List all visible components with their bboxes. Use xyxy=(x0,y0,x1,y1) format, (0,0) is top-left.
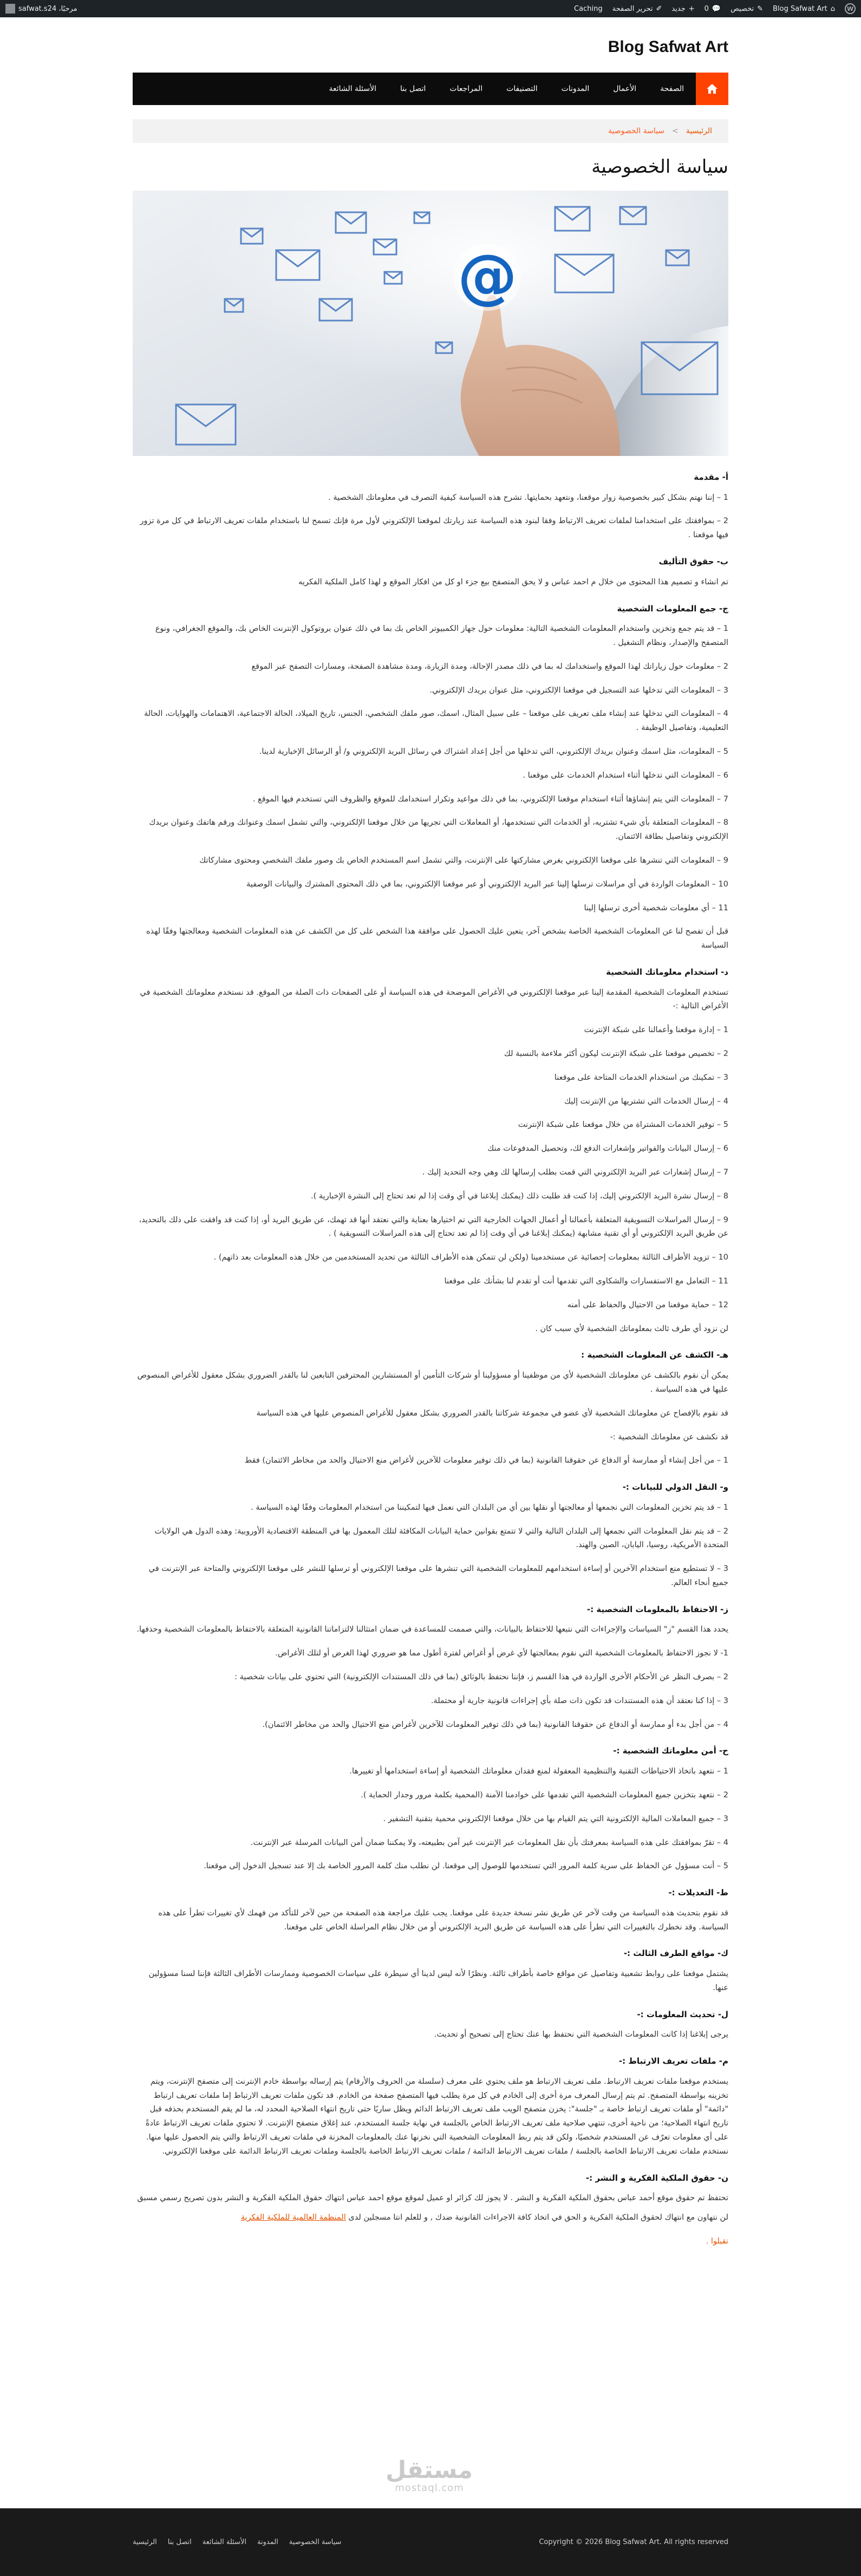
section-disclosure xyxy=(133,1348,728,1468)
paragraph: 2 – قد يتم نقل المعلومات التي نجمعها إلى البلدان التالية والتي لا تتمتع بقوانين حماية البيانات المكافئة لتلك المعمول بها في المنطقة الاقتصادية الأوروبية: وهذه الدول هي الولايات المتحدة الأمريكية، روسيا، اليابان، الصين والهند. xyxy=(154,1527,728,1550)
paragraph: 8 – إرسال نشرة البريد الإلكتروني إليك، إذا كنت قد طلبت ذلك (يمكنك إبلاغنا في أي وقت إذا لم تعد تحتاج إلى النشرة الإخبارية ). xyxy=(311,1191,728,1201)
section-heading: ب- حقوق التأليف xyxy=(658,557,728,567)
closing-text: تقبلوا . xyxy=(706,2236,728,2246)
section-introduction xyxy=(133,470,728,543)
section-heading: م- ملفات تعريف الارتباط :- xyxy=(618,2056,728,2066)
section-intellectual-property xyxy=(133,2171,728,2249)
paragraph: تحتفظ تم حقوق موقع أحمد عباس بحقوق الملكية الفكرية و النشر . لا يجوز لك كزائر او عميل لموقع موقع احمد عباس انتهاك حقوق الملكية الفكرية و النشر بدون تصريح رسمي مسبق xyxy=(137,2194,728,2203)
site-header xyxy=(133,35,728,67)
paragraph: 1 – قد يتم تخزين المعلومات التي نجمعها أو معالجتها أو نقلها بين أي من البلدان التي نعمل فيها لتمكيننا من استخدام المعلومات وفقًا لهذه السياسة . xyxy=(251,1503,728,1512)
section-security xyxy=(133,1744,728,1874)
paragraph: 2 – بموافقتك على استخدامنا لملفات تعريف الارتباط وفقا لبنود هذه السياسة عند زيارتك لموقعنا الإلكتروني لأول مرة فإنك تسمح لنا باستخدام ملفات تعريف الارتباط في كل مرة تزور فيها موقعنا . xyxy=(140,517,728,540)
paragraph: 7 – إرسال إشعارات عبر البريد الإلكتروني التي قمت بطلب إرسالها لك وهي وجه التحديد إليك . xyxy=(422,1168,728,1177)
paragraph: 3 – لا تستطيع منع استخدام الآخرين أو إساءة استخدامهم للمعلومات الشخصية التي تنشرها على موقعنا الإلكتروني أو ترسلها للنشر على موقعنا الإلكتروني والمتاحة عبر الإنترنت في جميع أنحاء العالم. xyxy=(148,1564,728,1587)
paragraph: 1 – إدارة موقعنا وأعمالنا على شبكة الإنترنت xyxy=(584,1026,728,1035)
section-retention xyxy=(133,1602,728,1732)
nav-item-blogs[interactable]: المدونات xyxy=(561,84,590,93)
section-heading: ن- حقوق الملكية الفكرية و النشر :- xyxy=(585,2173,728,2183)
main-navigation xyxy=(133,73,728,105)
section-heading: ل- تحديث المعلومات :- xyxy=(637,2009,728,2019)
envelope-icon xyxy=(555,255,614,292)
plus-icon: + xyxy=(688,4,695,13)
section-amendments xyxy=(133,1886,728,1934)
paragraph: 11 – أي معلومات شخصية أخرى ترسلها إلينا xyxy=(584,903,728,912)
nav-item-faq[interactable]: الأسئلة الشائعة xyxy=(329,84,377,93)
admin-bar-left xyxy=(5,4,77,14)
paragraph: 4 – إرسال الخدمات التي تشتريها من الإنترنت إليك xyxy=(564,1097,728,1106)
envelope-icon xyxy=(176,405,236,445)
nav-item-works[interactable]: الأعمال xyxy=(613,84,637,93)
admin-new[interactable]: + جديد xyxy=(671,4,695,13)
section-heading: د- استخدام معلوماتك الشخصية xyxy=(606,967,728,977)
paragraph: 5 – المعلومات، مثل اسمك وعنوان بريدك الإلكتروني، التي تدخلها من أجل إعداد اشتراك في رسائل البريد الإلكتروني و/ أو الرسائل الإخبارية لدينا. xyxy=(259,747,728,757)
section-collect-info xyxy=(133,602,728,953)
paragraph: 1 – إننا نهتم بشكل كبير بخصوصية زوار موقعنا، ونتعهد بحمايتها. تشرح هذه السياسة كيفية التصرف في معلوماتك الشخصية . xyxy=(328,493,728,502)
paragraph: 2 – نتعهد بتخزين جميع المعلومات الشخصية التي تقدمها على خوادمنا الآمنة (المحمية بكلمة مرور وجدار الحماية ). xyxy=(361,1790,728,1799)
section-cookies xyxy=(133,2054,728,2158)
section-international-transfer xyxy=(133,1480,728,1590)
footer-inner xyxy=(133,2508,728,2576)
section-heading: ج- جمع المعلومات الشخصية xyxy=(617,603,728,614)
paragraph: يمكن أن نقوم بالكشف عن معلوماتك الشخصية لأي من موظفينا أو مسؤولينا أو شركات التأمين أو المستشارين المحترفين التابعين لنا بالقدر الضروري بشكل معقول للأغراض المنصوص عليها في هذه السياسة . xyxy=(137,1371,728,1394)
admin-edit-page[interactable]: ✐ تحرير الصفحة xyxy=(612,4,662,13)
paragraph: يستخدم موقعنا ملفات تعريف الارتباط. ملف تعريف الارتباط هو ملف يحتوي على معرف (سلسلة من الحروف والأرقام) يتم إرساله بواسطة خادم الإنترنت إلى متصفح الإنترنت، ويتم تخزينه بواسطة المتصفح. ثم يتم إرسال المعرف مرة أخرى إلى الخادم في كل مرة يطلب فيها المتصفح صفحة من الخادم. قد تكون ملفات تعريف الارتباط إما ملفات تعريف ارتباط "دائمة" أو ملفات تعريف ارتباط خاصة بـ "جلسة": يخزن متصفح الويب ملف تعريف الارتباط الدائم ويظل ساريًا حتى تاريخ انتهاء الصلاحية المحدد له، ما لم يقم المستخدم بحذفه قبل تاريخ انتهاء الصلاحية؛ من ناحية أخرى، تنتهي صلاحية ملف تعريف الارتباط الخاص بالجلسة في نهاية جلسة المستخدم، عند إغلاق متصفح الإنترنت. لا تحتوي ملفات تعريف الارتباط عادةً على أي معلومات تعرّف عن المستخدم شخصيًا، ولكن قد يتم ربط المعلومات الشخصية التي نخزنها عنك بالمعلومات المخزنة في ملفات تعريف الارتباط والتي يتم الحصول عليها منها. نستخدم ملفات تعريف الارتباط الخاصة بالجلسة / ملفات تعريف الارتباط الدائمة / ملفات تعريف الارتباط الخاصة بالجلسة وملفات تعريف الارتباط الدائمة على موقعنا الإلكتروني. xyxy=(145,2077,728,2156)
breadcrumb-home[interactable]: الرئيسية xyxy=(686,127,712,135)
section-heading: و- النقل الدولي للبيانات :- xyxy=(622,1482,728,1492)
comment-icon: 💬 xyxy=(712,4,721,13)
section-heading: هـ- الكشف عن المعلومات الشخصية : xyxy=(581,1350,728,1360)
footer-link-blog[interactable]: المدونة xyxy=(257,2538,278,2546)
section-heading: ز- الاحتفاظ بالمعلومات الشخصية :- xyxy=(586,1604,728,1614)
home-icon: ⌂ xyxy=(830,4,835,13)
section-heading: ط- التعديلات :- xyxy=(668,1888,728,1898)
paragraph: 1 – قد يتم جمع وتخزين واستخدام المعلومات الشخصية التالية: معلومات حول جهاز الكمبيوتر الخاص بك بما في ذلك عنوان بروتوكول الإنترنت الخاص بك، والموقع الجغرافي، ونوع المتصفح والإصدار، ونظام التشغيل . xyxy=(155,624,728,648)
paragraph: 1 – نتعهد باتخاذ الاحتياطات التقنية والتنظيمية المعقولة لمنع فقدان معلوماتك الشخصية أو إساءة استخدامها أو تغييرها. xyxy=(349,1767,728,1776)
admin-wp-logo[interactable] xyxy=(845,3,856,14)
paragraph: 1 – من أجل إنشاء أو ممارسة أو الدفاع عن حقوقنا القانونية (بما في ذلك توفير معلومات للآخرين لأغراض منع الاحتيال والحد من مخاطر الائتمان) فقط xyxy=(244,1456,728,1465)
page-title: سياسة الخصوصية xyxy=(591,156,728,178)
paragraph: 6 – إرسال البيانات والفواتير وإشعارات الدفع لك، وتحصيل المدفوعات منك xyxy=(487,1144,728,1153)
paragraph: 4 – المعلومات التي تدخلها عند إنشاء ملف تعريف على موقعنا – على سبيل المثال، اسمك، صور ملفك الشخصي، الجنس، تاريخ الميلاد، الحالة الاجتماعية، الاهتمامات والهوايات، الحالة التعليمية، وتفاصيل الوظيفة . xyxy=(144,709,728,733)
paragraph: 11 – التعامل مع الاستفسارات والشكاوى التي تقدمها أنت أو تقدم لنا بشأنك على موقعنا xyxy=(444,1277,728,1286)
nav-menu xyxy=(317,73,696,105)
section-heading: ح- أمن معلوماتك الشخصية :- xyxy=(613,1746,728,1756)
nav-home-button[interactable] xyxy=(696,73,728,105)
paragraph: 9 – المعلومات التي تنشرها على موقعنا الإلكتروني بغرض مشاركتها على الإنترنت، والتي تشمل اسم المستخدم الخاص بك وصور ملفك الشخصي ومحتوى مشاركاتك xyxy=(199,856,728,865)
footer-link-privacy[interactable]: سياسة الخصوصية xyxy=(289,2538,342,2546)
paragraph: 8 – المعلومات المتعلقة بأي شيء تشتريه، أو الخدمات التي تستخدمها، أو المعاملات التي تجريها من خلال موقعنا الإلكتروني، والتي تشمل اسمك وعنوانك ورقم هاتفك وعنوان بريدك الإلكتروني وتفاصيل بطاقة الائتمان. xyxy=(149,818,728,842)
admin-site-name[interactable]: ⌂ Blog Safwat Art xyxy=(773,4,835,13)
admin-bar-right xyxy=(574,3,856,14)
breadcrumb-separator: > xyxy=(672,127,679,135)
envelope-icon xyxy=(276,250,319,280)
paragraph: 3 – تمكينك من استخدام الخدمات المتاحة على موقعنا xyxy=(554,1073,728,1082)
section-updating-info xyxy=(133,2007,728,2042)
at-sign-icon xyxy=(454,242,521,311)
paragraph: 3 – المعلومات التي تدخلها عند التسجيل في موقعنا الإلكتروني، مثل عنوان بريدك الإلكتروني. xyxy=(429,686,728,695)
section-copyright xyxy=(133,555,728,589)
section-heading: أ- مقدمة xyxy=(694,472,728,482)
paragraph: 2 – تخصيص موقعنا على شبكة الإنترنت ليكون أكثر ملاءمة بالنسبة لك xyxy=(504,1049,728,1059)
paragraph: يرجى إبلاغنا إذا كانت المعلومات الشخصية التي نحتفظ بها عنك تحتاج إلى تصحيح أو تحديث. xyxy=(434,2030,728,2039)
admin-comments[interactable]: 💬 0 xyxy=(704,4,721,13)
privacy-article xyxy=(133,470,728,2261)
nav-item-page[interactable]: الصفحة xyxy=(660,84,684,93)
pencil-icon: ✐ xyxy=(656,4,662,13)
home-icon xyxy=(706,83,718,94)
paragraph: يشتمل موقعنا على روابط تشعبية وتفاصيل عن مواقع خاصة بأطراف ثالثة. ونظرًا لأنه ليس لدينا أي سيطرة على سياسات الخصوصية وممارسات الأطراف الثالثة فإننا لسنا مسؤولين عنها. xyxy=(148,1970,728,1992)
hero-image xyxy=(133,191,728,456)
paragraph: تم انشاء و تصميم هذا المحتوى من خلال م احمد عباس و لا يحق المتصفح بيع جزء او كل من افكار الموقع و لهذا كامل الملكية الفكريه xyxy=(298,577,728,586)
footer-menu xyxy=(133,2538,341,2546)
svg-text:@: @ xyxy=(458,242,517,311)
nav-item-categories[interactable]: التصنيفات xyxy=(506,84,538,93)
paragraph: 7 – المعلومات التي يتم إنشاؤها أثناء استخدام موقعنا الإلكتروني، بما في ذلك مواعيد وتكرار استخدامك للموقع والظروف التي تستخدم فيها الموقع . xyxy=(252,794,728,804)
brush-icon: ✎ xyxy=(757,4,764,13)
footer-copyright: Copyright © 2026 Blog Safwat Art. All rights reserved xyxy=(539,2538,728,2546)
site-title[interactable]: Blog Safwat Art xyxy=(608,38,728,56)
admin-caching[interactable]: Caching xyxy=(574,4,603,13)
footer-link-faq[interactable]: الأسئلة الشائعة xyxy=(202,2538,247,2546)
paragraph: 4 – من أجل بدء أو ممارسة أو الدفاع عن حقوقنا القانونية (بما في ذلك توفير المعلومات للآخرين لأغراض منع الاحتيال والحد من مخاطر الائتمان). xyxy=(262,1720,728,1729)
paragraph: 4 – تقرّ بموافقتك على هذه السياسة بمعرفتك بأن نقل المعلومات عبر الإنترنت غير آمن بطبيعته، ولا يمكننا ضمان أمن البيانات المرسلة عبر الإنترنت. xyxy=(250,1838,728,1847)
footer-link-home[interactable]: الرئيسية xyxy=(133,2538,157,2546)
breadcrumb xyxy=(133,119,728,143)
paragraph: يحدد هذا القسم "ز" السياسات والإجراءات التي نتبعها للاحتفاظ بالبيانات، والتي صممت للمساعدة في ضمان امتثالنا لالتزاماتنا القانونية المتعلقة بالاحتفاظ بالمعلومات الشخصية وحذفها. xyxy=(136,1625,728,1634)
paragraph: قبل أن تفصح لنا عن المعلومات الشخصية الخاصة بشخص آخر، يتعين عليك الحصول على موافقة هذا الشخص على كل من الكشف عن هذه المعلومات الشخصية ومعالجتها وفقًا لهذه السياسة xyxy=(146,927,728,950)
site-footer xyxy=(0,2508,861,2576)
section-heading: ك- مواقع الطرف الثالث :- xyxy=(623,1948,728,1959)
paragraph: 6 – المعلومات التي تدخلها أثناء استخدام الخدمات على موقعنا . xyxy=(523,771,728,780)
paragraph: 5 – توفير الخدمات المشتراة من خلال موقعنا على شبكة الإنترنت xyxy=(518,1120,728,1130)
wipo-link[interactable]: المنظمة العالمية للملكية الفكرية xyxy=(240,2213,346,2222)
paragraph: 1- لا نجوز الاحتفاظ بالمعلومات الشخصية التي نقوم بمعالجتها لأي غرض أو أغراض لفترة أطول مما هو ضروري لهذا الغرض أو لتلك الأغراض. xyxy=(275,1649,728,1658)
paragraph-text: لن نتهاون مع انتهاك لحقوق الملكية الفكرية و الحق في اتخاذ كافة الاجراءات القانونية ضدك , و للعلم انتا مسجلين لدى xyxy=(348,2213,728,2222)
breadcrumb-current: سياسة الخصوصية xyxy=(608,127,665,135)
section-use-info xyxy=(133,965,728,1336)
paragraph: 2 – بصرف النظر عن الأحكام الأخرى الواردة في هذا القسم ز، فإننا نحتفظ بالوثائق (بما في ذلك المستندات الإلكترونية) التي تحتوي على بيانات شخصية : xyxy=(234,1673,728,1682)
paragraph: 3 – جميع المعاملات المالية الإلكترونية التي يتم القيام بها من خلال موقعنا الإلكتروني محمية بتقنية التشفير . xyxy=(383,1814,728,1823)
nav-item-reviews[interactable]: المراجعات xyxy=(449,84,483,93)
paragraph: تستخدم المعلومات الشخصية المقدمة إلينا عبر موقعنا الإلكتروني في الأغراض الموضحة في هذه السياسة أو على الصفحات ذات الصلة من الموقع. قد نستخدم معلوماتك الشخصية في الأغراض التالية :- xyxy=(140,988,728,1011)
paragraph: 10 – تزويد الأطراف الثالثة بمعلومات إحصائية عن مستخدمينا (ولكن لن تتمكن هذه الأطراف الثالثة من تحديد المستخدمين من خلال هذه المعلومات بعد ذاتهم) . xyxy=(213,1253,728,1262)
paragraph: قد نقوم بالإفصاح عن معلوماتك الشخصية لأي عضو في مجموعة شركاتنا بالقدر الضروري بشكل معقول للأغراض المنصوص عليها في هذه السياسة xyxy=(256,1408,728,1418)
mostaql-watermark xyxy=(386,2458,473,2494)
footer-link-contact[interactable]: اتصل بنا xyxy=(167,2538,192,2546)
envelope-icon xyxy=(642,342,718,394)
admin-customize[interactable]: ✎ تخصيص xyxy=(730,4,764,13)
wordpress-icon: W xyxy=(845,3,856,14)
paragraph: قد نقوم بتحديث هذه السياسة من وقت لآخر عن طريق نشر نسخة جديدة على موقعنا. يجب عليك مراجعة هذه الصفحة من حين لآخر للتأكد من فهمك لأي تغييرات تطرأ على هذه السياسة. وقد نخطرك بالتغييرات التي تطرأ على هذه السياسة عن طريق البريد الإلكتروني أو من خلال نظام المراسلة الخاص على موقعنا. xyxy=(158,1908,728,1932)
admin-account[interactable]: مرحبًا، safwat.s24 xyxy=(5,4,77,14)
watermark-logo: مستقل xyxy=(386,2456,473,2484)
admin-bar xyxy=(0,0,861,17)
paragraph: قد نكشف عن معلوماتك الشخصية :- xyxy=(610,1432,728,1442)
paragraph: 2 – معلومات حول زياراتك لهذا الموقع واستخدامك له بما في ذلك مصدر الإحالة، ومدة الزيارة، ومدة مشاهدة الصفحة، ومسارات التصفح عبر الموقع xyxy=(251,662,728,671)
paragraph: 10 – المعلومات الواردة في أي مراسلات ترسلها إلينا عبر البريد الإلكتروني أو عبر موقعنا الإلكتروني، بما في ذلك المحتوى المشترك والبيانات الوصفية xyxy=(246,879,728,889)
paragraph: 12 – حماية موقعنا من الاحتيال والحفاظ على أمنه xyxy=(567,1300,728,1309)
section-third-party xyxy=(133,1946,728,1995)
paragraph: 3 – إذا كنا نعتقد أن هذه المستندات قد تكون ذات صلة بأي إجراءات قانونية جارية أو محتملة. xyxy=(430,1696,728,1705)
avatar xyxy=(5,4,15,14)
watermark-url: mostaql.com xyxy=(395,2482,464,2494)
paragraph: لن نزود أي طرف ثالث بمعلوماتك الشخصية لأي سبب كان . xyxy=(535,1324,728,1333)
paragraph xyxy=(133,2211,728,2225)
paragraph: 9 – إرسال المراسلات التسويقية المتعلقة بأعمالنا أو أعمال الجهات الخارجية التي تم اختيارها بعناية والتي نعتقد أنها قد تهمك، عن طريق البريد أو، إذا كنت قد وافقت على ذلك بالتحديد، عن طريق البريد الإلكتروني أو أي تقنية مشابهة (يمكنك إبلاغنا في أي وقت إذا لم تعد تحتاج إلى هذه المراسلات التسويقية ) . xyxy=(139,1215,728,1238)
paragraph: 5 – أنت مسؤول عن الحفاظ على سرية كلمة المرور التي تستخدمها للوصول إلى موقعنا. لن نطلب منك كلمة المرور الخاصة بك إلا عند تسجيل الدخول إلى موقعنا. xyxy=(204,1862,728,1871)
nav-item-contact[interactable]: اتصل بنا xyxy=(400,84,426,93)
